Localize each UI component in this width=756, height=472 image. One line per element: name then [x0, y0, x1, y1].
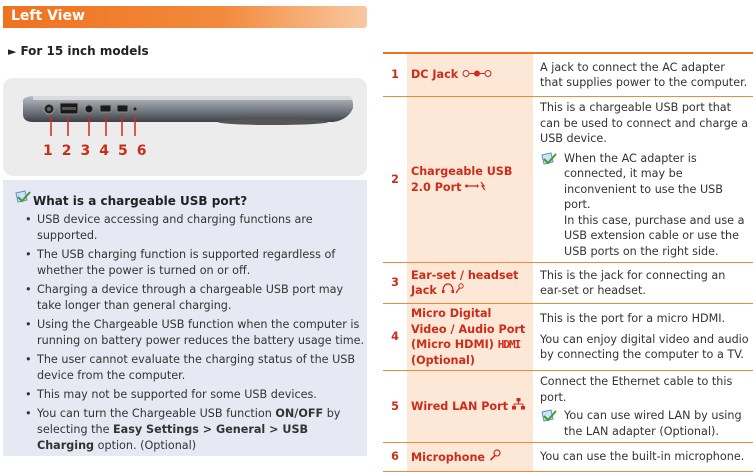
model-subheading-text: For 15 inch models	[20, 44, 149, 58]
row-number: 2	[383, 97, 407, 263]
port-number: 4	[99, 143, 109, 159]
row-number: 6	[383, 443, 407, 472]
table-row	[383, 53, 753, 97]
info-bullet: • The USB charging function is supported regardless of whether the power is turned on or off.	[21, 247, 365, 279]
port-description-cell	[533, 97, 753, 263]
chargeable-usb-info-box	[3, 180, 367, 456]
table-row	[383, 263, 753, 304]
port-description: You can use the built-in microphone.	[533, 443, 753, 472]
port-description: This is the port for a micro HDMI.	[540, 312, 726, 326]
port-name: Chargeable USB 2.0 Port	[411, 165, 513, 194]
port-name-suffix: (Optional)	[411, 353, 475, 367]
port-note	[540, 408, 749, 439]
info-bullet: • Using the Chargeable USB function when the computer is running on battery power reduces the battery usage time.	[21, 317, 365, 349]
port-number: 1	[43, 143, 53, 159]
port-name-cell	[407, 53, 533, 97]
port-description: This is a chargeable USB port that can be used to connect and charge a USB device.	[540, 101, 749, 145]
info-bullet-usb-charging-setting	[21, 406, 365, 454]
port-description: A jack to connect the AC adapter that supplies power to the computer.	[533, 53, 753, 97]
port-description-cell	[533, 304, 753, 371]
table-row	[383, 97, 753, 263]
triangle-marker-icon: ►	[8, 45, 17, 58]
port-name: DC Jack	[411, 68, 459, 82]
model-subheading	[8, 44, 149, 58]
port-name-cell	[407, 443, 533, 472]
info-bullet: • The user cannot evaluate the charging status of the USB device from the computer.	[21, 352, 365, 384]
note-check-icon	[540, 152, 558, 168]
port-number: 6	[136, 143, 147, 159]
note-check-icon	[15, 190, 31, 206]
info-bullet-list	[21, 212, 365, 457]
info-bullet: • Charging a device through a chargeable USB port may take longer than general charging.	[21, 282, 365, 314]
port-description: This is the jack for connecting an ear-set or headset.	[533, 263, 753, 304]
section-title: Left View	[11, 8, 85, 24]
port-number: 2	[61, 143, 72, 159]
port-note-text-2: In this case, purchase and use a USB extension cable or use the USB ports on the right side.	[564, 213, 745, 258]
usb-charge-icon	[465, 181, 487, 191]
info-bold-menu-path: Easy Settings > General > USB Charging	[37, 423, 309, 452]
section-header	[3, 6, 367, 28]
row-number: 1	[383, 53, 407, 97]
hdmi-logo: HDMI	[497, 338, 521, 351]
table-row	[383, 371, 753, 443]
info-bullet: • USB device accessing and charging functions are supported.	[21, 212, 365, 244]
port-number: 3	[80, 143, 91, 159]
info-bullet: • This may not be supported for some USB devices.	[21, 387, 365, 403]
port-description-2: You can enjoy digital video and audio by connecting the computer to a TV.	[540, 332, 749, 362]
microphone-icon	[489, 449, 501, 461]
port-note	[540, 151, 749, 260]
laptop-figure	[3, 78, 367, 176]
port-table	[383, 52, 753, 472]
laptop-side-illustration	[3, 78, 367, 176]
port-number: 5	[118, 143, 128, 159]
table-row	[383, 443, 753, 472]
port-note-text: You can use wired LAN by using the LAN adapter (Optional).	[564, 409, 742, 438]
info-text: by selecting the	[37, 407, 341, 436]
port-name: Micro Digital Video / Audio Port (Micro HDMI)	[411, 307, 526, 351]
port-name: Ear-set / headset Jack	[411, 268, 519, 297]
port-description-cell	[533, 371, 753, 443]
row-number: 4	[383, 304, 407, 371]
info-text: You can turn the Chargeable USB function	[37, 407, 276, 420]
table-row	[383, 304, 753, 371]
port-name: Wired LAN Port	[411, 400, 508, 414]
port-name-cell	[407, 371, 533, 443]
dc-jack-icon	[462, 69, 492, 78]
port-number-labels	[43, 143, 156, 159]
headset-icon	[441, 283, 465, 294]
row-number: 5	[383, 371, 407, 443]
note-check-icon	[540, 409, 558, 425]
port-note-text: When the AC adapter is connected, it may be inconvenient to use the USB port.	[564, 151, 723, 211]
info-box-title: What is a chargeable USB port?	[33, 194, 248, 208]
port-name-cell	[407, 263, 533, 304]
lan-icon	[512, 398, 525, 410]
info-text: option. (Optional)	[94, 439, 197, 452]
port-name-cell	[407, 304, 533, 371]
row-number: 3	[383, 263, 407, 304]
info-bold-text: ON/OFF	[275, 407, 324, 420]
port-name-cell	[407, 97, 533, 263]
port-name: Microphone	[411, 450, 486, 464]
port-description: Connect the Ethernet cable to this port.	[540, 375, 733, 404]
